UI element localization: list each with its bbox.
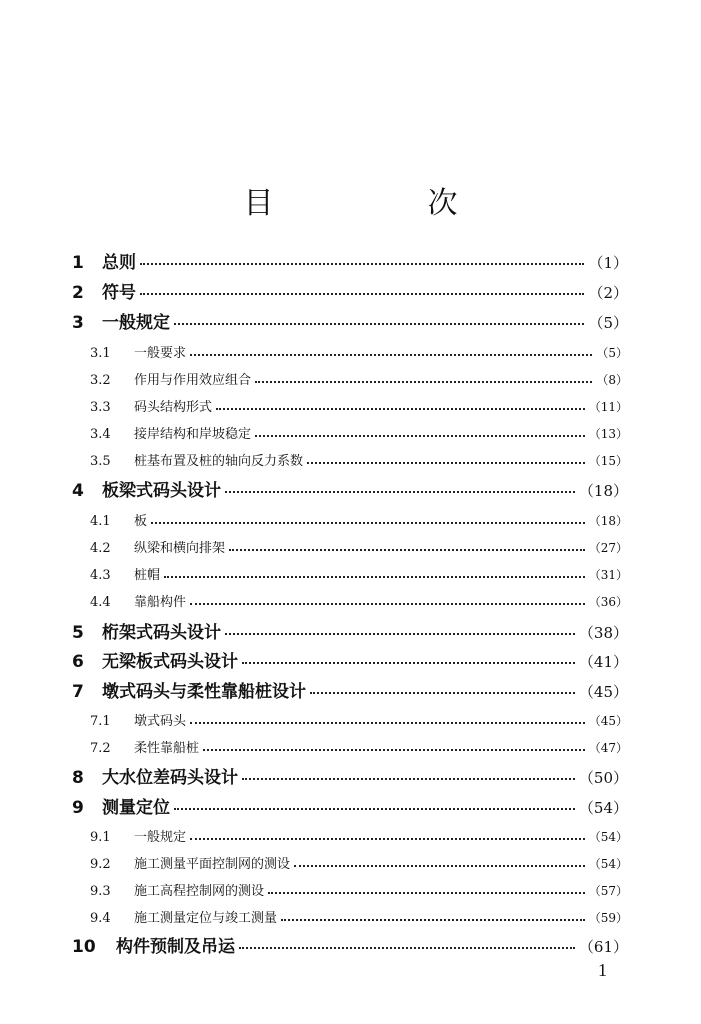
toc-entry-number: 4 xyxy=(72,481,84,501)
toc-entry-number: 3.2 xyxy=(90,373,111,388)
toc-entry-page: （54） xyxy=(588,857,628,871)
toc-entry-title: 总则 xyxy=(102,253,136,273)
toc-entry-number: 3.3 xyxy=(90,400,111,415)
toc-entry-number: 8 xyxy=(72,768,84,788)
dot-leader xyxy=(190,722,585,724)
toc-entry-number: 3 xyxy=(72,313,84,333)
page-title: 目 次 xyxy=(243,186,520,221)
toc-entry-number: 4.2 xyxy=(90,541,111,556)
toc-chapter-entry[interactable] xyxy=(72,793,628,818)
toc-entry-page: （59） xyxy=(588,911,628,925)
toc-entry-page: （45） xyxy=(588,714,628,728)
toc-section-entry[interactable] xyxy=(90,880,628,899)
dot-leader xyxy=(310,692,575,694)
toc-entry-page: （57） xyxy=(588,884,628,898)
toc-entry-page: （38） xyxy=(578,624,628,642)
toc-entry-title: 一般规定 xyxy=(102,313,170,333)
toc-entry-title: 桁架式码头设计 xyxy=(102,623,221,643)
dot-leader xyxy=(225,633,575,635)
toc-entry-page: （15） xyxy=(588,454,628,468)
dot-leader xyxy=(203,749,585,751)
toc-entry-title: 作用与作用效应组合 xyxy=(134,373,252,388)
toc-entry-page: （54） xyxy=(578,799,628,817)
toc-entry-title: 施工测量平面控制网的测设 xyxy=(134,857,291,872)
toc-entry-title: 墩式码头与柔性靠船桩设计 xyxy=(102,682,306,702)
toc-entry-page: （18） xyxy=(578,482,628,500)
toc-entry-page: （2） xyxy=(588,284,628,302)
toc-entry-number: 9.2 xyxy=(90,857,111,872)
toc-entry-title: 一般要求 xyxy=(134,346,187,361)
toc-chapter-entry[interactable] xyxy=(72,932,628,957)
toc-section-entry[interactable] xyxy=(90,423,628,442)
toc-entry-number: 7 xyxy=(72,682,84,702)
dot-leader xyxy=(225,491,575,493)
toc-chapter-entry[interactable] xyxy=(72,763,628,788)
toc-section-entry[interactable] xyxy=(90,564,628,583)
toc-section-entry[interactable] xyxy=(90,907,628,926)
dot-leader xyxy=(216,408,585,410)
toc-section-entry[interactable] xyxy=(90,342,628,361)
dot-leader xyxy=(242,778,575,780)
toc-entry-number: 4.3 xyxy=(90,568,111,583)
toc-entry-page: （18） xyxy=(588,514,628,528)
toc-entry-number: 3.1 xyxy=(90,346,111,361)
toc-section-entry[interactable] xyxy=(90,396,628,415)
toc-section-entry[interactable] xyxy=(90,510,628,529)
toc-entry-number: 3.5 xyxy=(90,454,111,469)
toc-entry-title: 桩帽 xyxy=(134,568,161,583)
toc-entry-number: 7.1 xyxy=(90,714,111,729)
dot-leader xyxy=(255,381,592,383)
toc-entry-title: 测量定位 xyxy=(102,798,170,818)
toc-chapter-entry[interactable] xyxy=(72,618,628,643)
dot-leader xyxy=(229,549,585,551)
toc-entry-page: （5） xyxy=(596,346,628,360)
toc-entry-number: 5 xyxy=(72,623,84,643)
toc-entry-number: 9.1 xyxy=(90,830,111,845)
dot-leader xyxy=(255,435,585,437)
toc-entry-page: （1） xyxy=(588,254,628,272)
page-number: 1 xyxy=(598,960,607,980)
toc-section-entry[interactable] xyxy=(90,369,628,388)
toc-entry-title: 码头结构形式 xyxy=(134,400,213,415)
toc-entry-page: （54） xyxy=(588,830,628,844)
toc-chapter-entry[interactable] xyxy=(72,278,628,303)
toc-section-entry[interactable] xyxy=(90,591,628,610)
toc-chapter-entry[interactable] xyxy=(72,677,628,702)
toc-entry-page: （41） xyxy=(578,653,628,671)
dot-leader xyxy=(174,323,584,325)
toc-entry-page: （50） xyxy=(578,769,628,787)
toc-section-entry[interactable] xyxy=(90,737,628,756)
toc-entry-title: 桩基布置及桩的轴向反力系数 xyxy=(134,454,304,469)
dot-leader xyxy=(281,919,585,921)
toc-entry-title: 接岸结构和岸坡稳定 xyxy=(134,427,252,442)
toc-section-entry[interactable] xyxy=(90,450,628,469)
toc-entry-title: 靠船构件 xyxy=(134,595,187,610)
toc-entry-title: 柔性靠船桩 xyxy=(134,741,200,756)
toc-entry-page: （13） xyxy=(588,427,628,441)
toc-entry-page: （36） xyxy=(588,595,628,609)
toc-entry-title: 一般规定 xyxy=(134,830,187,845)
dot-leader xyxy=(140,293,584,295)
toc-entry-page: （47） xyxy=(588,741,628,755)
toc-section-entry[interactable] xyxy=(90,710,628,729)
dot-leader xyxy=(190,838,585,840)
toc-entry-number: 9 xyxy=(72,798,84,818)
toc-entry-number: 9.3 xyxy=(90,884,111,899)
toc-entry-number: 3.4 xyxy=(90,427,111,442)
dot-leader xyxy=(242,662,575,664)
dot-leader xyxy=(190,603,585,605)
dot-leader xyxy=(190,354,592,356)
toc-chapter-entry[interactable] xyxy=(72,647,628,672)
dot-leader xyxy=(164,576,585,578)
toc-entry-title: 施工高程控制网的测设 xyxy=(134,884,265,899)
dot-leader xyxy=(174,808,575,810)
toc-entry-title: 板梁式码头设计 xyxy=(102,481,221,501)
toc-entry-title: 符号 xyxy=(102,283,136,303)
toc-chapter-entry[interactable] xyxy=(72,476,628,501)
toc-entry-page: （61） xyxy=(578,938,628,956)
toc-entry-page: （31） xyxy=(588,568,628,582)
toc-entry-title: 构件预制及吊运 xyxy=(116,937,235,957)
toc-section-entry[interactable] xyxy=(90,853,628,872)
dot-leader xyxy=(151,522,585,524)
toc-chapter-entry[interactable] xyxy=(72,248,628,273)
dot-leader xyxy=(239,947,575,949)
toc-entry-title: 纵梁和横向排架 xyxy=(134,541,226,556)
toc-entry-page: （5） xyxy=(588,314,628,332)
toc-entry-title: 墩式码头 xyxy=(134,714,187,729)
dot-leader xyxy=(140,263,584,265)
dot-leader xyxy=(307,462,585,464)
toc-entry-title: 施工测量定位与竣工测量 xyxy=(134,911,278,926)
toc-entry-number: 9.4 xyxy=(90,911,111,926)
toc-entry-page: （8） xyxy=(596,373,628,387)
dot-leader xyxy=(294,865,585,867)
toc-entry-title: 板 xyxy=(134,514,148,529)
toc-entry-number: 7.2 xyxy=(90,741,111,756)
toc-entry-number: 2 xyxy=(72,283,84,303)
toc-entry-page: （11） xyxy=(588,400,628,414)
toc-entry-number: 4.1 xyxy=(90,514,111,529)
toc-entry-page: （27） xyxy=(588,541,628,555)
toc-entry-number: 10 xyxy=(72,937,96,957)
toc-section-entry[interactable] xyxy=(90,826,628,845)
toc-entry-number: 6 xyxy=(72,652,84,672)
toc-section-entry[interactable] xyxy=(90,537,628,556)
toc-entry-title: 无梁板式码头设计 xyxy=(102,652,238,672)
toc-entry-page: （45） xyxy=(578,683,628,701)
toc-entry-title: 大水位差码头设计 xyxy=(102,768,238,788)
dot-leader xyxy=(268,892,585,894)
toc-chapter-entry[interactable] xyxy=(72,308,628,333)
toc-entry-number: 1 xyxy=(72,253,84,273)
toc-entry-number: 4.4 xyxy=(90,595,111,610)
